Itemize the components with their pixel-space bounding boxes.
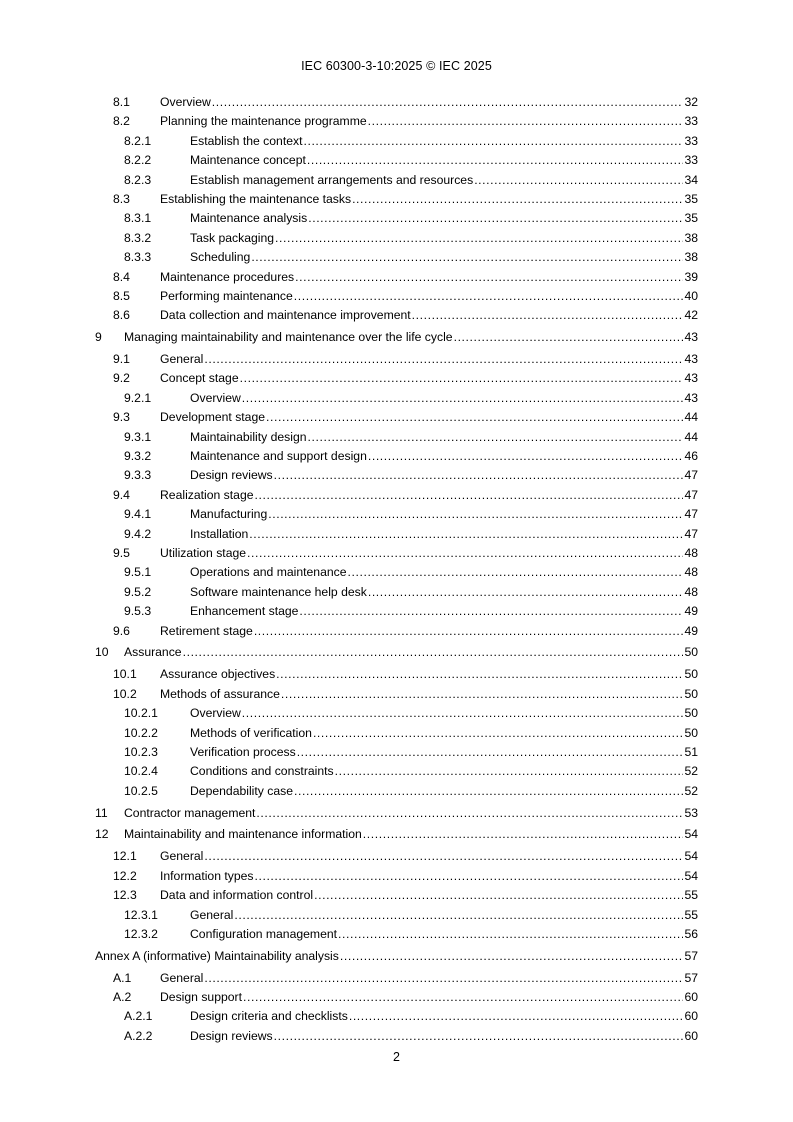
toc-dot-leader bbox=[349, 1007, 684, 1026]
toc-entry-page: 47 bbox=[684, 507, 698, 522]
toc-entry-title: Installation bbox=[190, 526, 249, 541]
toc-entry-number: 8.2.2 bbox=[124, 153, 152, 168]
toc-entry-page: 48 bbox=[684, 545, 698, 560]
toc-entry-title: Enhancement stage bbox=[190, 604, 299, 619]
toc-entry-title: Design criteria and checklists bbox=[190, 1009, 348, 1024]
toc-entry-number: 12.3.1 bbox=[124, 907, 158, 922]
toc-entry-number: 9.1 bbox=[113, 352, 130, 367]
toc-entry-page: 50 bbox=[684, 706, 698, 721]
toc-entry-title: Overview bbox=[190, 706, 241, 721]
toc-entry[interactable] bbox=[0, 762, 793, 781]
toc-dot-leader bbox=[247, 544, 683, 563]
toc-dot-leader bbox=[352, 190, 683, 209]
toc-entry[interactable] bbox=[0, 544, 793, 563]
toc-entry-line bbox=[160, 190, 698, 209]
toc-entry-title: Scheduling bbox=[190, 250, 251, 265]
toc-entry-line bbox=[190, 906, 698, 925]
toc-entry-title: Retirement stage bbox=[160, 623, 253, 638]
toc-entry[interactable] bbox=[0, 685, 793, 704]
toc-entry-line bbox=[160, 408, 698, 427]
toc-entry-page: 39 bbox=[684, 269, 698, 284]
toc-entry-line bbox=[124, 328, 698, 347]
toc-entry-number: 9.3.3 bbox=[124, 468, 152, 483]
toc-entry-page: 49 bbox=[684, 623, 698, 638]
toc-dot-leader bbox=[308, 209, 683, 228]
toc-entry-line bbox=[160, 112, 698, 131]
toc-entry-page: 48 bbox=[684, 565, 698, 580]
toc-entry[interactable] bbox=[0, 988, 793, 1007]
toc-entry-number: 8.2 bbox=[113, 114, 130, 129]
toc-entry-title: Maintenance and support design bbox=[190, 449, 367, 464]
toc-entry-page: 50 bbox=[684, 667, 698, 682]
toc-entry[interactable] bbox=[0, 724, 793, 743]
toc-entry-line bbox=[190, 389, 698, 408]
toc-entry-number: 9.2.1 bbox=[124, 390, 152, 405]
toc-entry-line bbox=[160, 867, 698, 886]
toc-entry-page: 50 bbox=[684, 645, 698, 660]
toc-dot-leader bbox=[294, 782, 683, 801]
toc-entry-number: A.2.1 bbox=[124, 1009, 153, 1024]
toc-entry-title: Conditions and constraints bbox=[190, 764, 334, 779]
toc-entry-page: 44 bbox=[684, 429, 698, 444]
toc-entry-line bbox=[160, 622, 698, 641]
toc-entry-page: 48 bbox=[684, 584, 698, 599]
toc-dot-leader bbox=[204, 847, 683, 866]
toc-entry-line bbox=[190, 1007, 698, 1026]
toc-entry-title: Dependability case bbox=[190, 783, 293, 798]
toc-dot-leader bbox=[348, 563, 684, 582]
toc-entry-page: 60 bbox=[684, 1009, 698, 1024]
toc-dot-leader bbox=[275, 229, 683, 248]
toc-entry-title: Establish management arrangements and resources bbox=[190, 172, 474, 187]
toc-entry-page: 43 bbox=[684, 371, 698, 386]
toc-entry-number: 12 bbox=[95, 827, 109, 842]
toc-entry-page: 50 bbox=[684, 725, 698, 740]
toc-dot-leader bbox=[254, 867, 683, 886]
toc-entry-page: 57 bbox=[684, 948, 698, 963]
toc-entry[interactable] bbox=[0, 328, 793, 347]
toc-entry-page: 40 bbox=[684, 288, 698, 303]
toc-dot-leader bbox=[255, 486, 684, 505]
toc-entry-title: Design reviews bbox=[190, 468, 273, 483]
toc-entry-number: 10.2.5 bbox=[124, 783, 158, 798]
toc-entry-number: 9.5.1 bbox=[124, 565, 152, 580]
toc-dot-leader bbox=[294, 287, 684, 306]
toc-entry-page: 55 bbox=[684, 888, 698, 903]
toc-entry-line bbox=[160, 886, 698, 905]
toc-entry-number: 8.2.1 bbox=[124, 133, 152, 148]
toc-dot-leader bbox=[281, 685, 684, 704]
toc-entry[interactable] bbox=[0, 847, 793, 866]
toc-entry[interactable] bbox=[0, 389, 793, 408]
toc-dot-leader bbox=[303, 132, 683, 151]
toc-dot-leader bbox=[212, 93, 684, 112]
toc-entry[interactable] bbox=[0, 947, 793, 966]
toc-entry-line bbox=[190, 229, 698, 248]
toc-entry[interactable] bbox=[0, 369, 793, 388]
toc-entry-title: Concept stage bbox=[160, 371, 239, 386]
toc-entry-number: 8.4 bbox=[113, 269, 130, 284]
toc-entry-title: Establish the context bbox=[190, 133, 303, 148]
toc-entry-line bbox=[160, 969, 698, 988]
toc-entry-line bbox=[190, 925, 698, 944]
toc-entry-number: 12.3.2 bbox=[124, 926, 158, 941]
toc-entry-page: 54 bbox=[684, 827, 698, 842]
toc-entry-title: Software maintenance help desk bbox=[190, 584, 367, 599]
toc-dot-leader bbox=[297, 743, 684, 762]
toc-dot-leader bbox=[204, 969, 683, 988]
toc-entry-title: Maintainability design bbox=[190, 429, 307, 444]
toc-entry-line bbox=[124, 825, 698, 844]
toc-entry[interactable] bbox=[0, 583, 793, 602]
toc-entry-page: 33 bbox=[684, 153, 698, 168]
toc-entry-line bbox=[160, 685, 698, 704]
toc-entry-number: 9.2 bbox=[113, 371, 130, 386]
toc-entry-title: Configuration management bbox=[190, 926, 338, 941]
toc-entry-number: 12.3 bbox=[113, 888, 137, 903]
toc-entry-page: 43 bbox=[684, 330, 698, 345]
toc-entry-line bbox=[190, 724, 698, 743]
toc-entry-line bbox=[190, 209, 698, 228]
toc-dot-leader bbox=[308, 428, 684, 447]
toc-dot-leader bbox=[240, 369, 684, 388]
toc-entry-line bbox=[160, 93, 698, 112]
toc-entry-number: 10.2 bbox=[113, 686, 137, 701]
toc-dot-leader bbox=[299, 602, 683, 621]
toc-dot-leader bbox=[363, 825, 684, 844]
toc-entry-page: 33 bbox=[684, 133, 698, 148]
toc-entry-line bbox=[160, 287, 698, 306]
toc-entry-title: Maintenance concept bbox=[190, 153, 306, 168]
toc-entry-page: 52 bbox=[684, 764, 698, 779]
toc-entry-number: 9.4.1 bbox=[124, 507, 152, 522]
toc-entry[interactable] bbox=[0, 93, 793, 112]
toc-entry[interactable] bbox=[0, 350, 793, 369]
toc-entry-number: A.1 bbox=[113, 970, 132, 985]
toc-entry-number: 9.5.2 bbox=[124, 584, 152, 599]
toc-entry-page: 57 bbox=[684, 970, 698, 985]
toc-entry-line bbox=[190, 1027, 698, 1046]
toc-entry[interactable] bbox=[0, 643, 793, 662]
toc-entry-page: 47 bbox=[684, 487, 698, 502]
toc-entry-page: 60 bbox=[684, 990, 698, 1005]
toc-entry-title: Maintainability and maintenance information bbox=[124, 827, 362, 842]
toc-entry[interactable] bbox=[0, 925, 793, 944]
toc-entry-title: Methods of verification bbox=[190, 725, 312, 740]
toc-entry[interactable] bbox=[0, 151, 793, 170]
toc-entry-page: 52 bbox=[684, 783, 698, 798]
toc-entry[interactable] bbox=[0, 622, 793, 641]
toc-entry-title: Methods of assurance bbox=[160, 686, 280, 701]
toc-entry-line bbox=[160, 350, 698, 369]
toc-entry[interactable] bbox=[0, 209, 793, 228]
toc-entry-line bbox=[160, 268, 698, 287]
toc-entry-line bbox=[190, 762, 698, 781]
toc-entry[interactable] bbox=[0, 268, 793, 287]
toc-entry[interactable] bbox=[0, 602, 793, 621]
toc-entry-title: Data collection and maintenance improvement bbox=[160, 308, 411, 323]
toc-dot-leader bbox=[313, 724, 684, 743]
toc-entry-number: 10.1 bbox=[113, 667, 137, 682]
toc-entry[interactable] bbox=[0, 132, 793, 151]
toc-entry-number: 9.4 bbox=[113, 487, 130, 502]
toc-entry-line bbox=[160, 847, 698, 866]
toc-entry[interactable] bbox=[0, 248, 793, 267]
toc-entry-line bbox=[190, 151, 698, 170]
toc-entry-line bbox=[160, 544, 698, 563]
toc-entry-number: 9.4.2 bbox=[124, 526, 152, 541]
toc-entry-number: 8.3.3 bbox=[124, 250, 152, 265]
toc-entry-page: 35 bbox=[684, 191, 698, 206]
toc-entry-number: 9.3.1 bbox=[124, 429, 152, 444]
toc-entry-page: 60 bbox=[684, 1028, 698, 1043]
toc-entry-line bbox=[190, 782, 698, 801]
toc-entry-page: 55 bbox=[684, 907, 698, 922]
toc-entry[interactable] bbox=[0, 525, 793, 544]
toc-entry[interactable] bbox=[0, 112, 793, 131]
toc-entry-number: 10.2.1 bbox=[124, 706, 158, 721]
toc-entry-line bbox=[190, 525, 698, 544]
toc-entry-number: 12.2 bbox=[113, 868, 137, 883]
toc-dot-leader bbox=[335, 762, 684, 781]
toc-dot-leader bbox=[368, 583, 684, 602]
toc-entry-title: General bbox=[190, 907, 234, 922]
toc-entry-title: Contractor management bbox=[124, 805, 256, 820]
toc-entry-line bbox=[160, 486, 698, 505]
toc-entry-page: 56 bbox=[684, 926, 698, 941]
toc-entry-title: Maintenance analysis bbox=[190, 211, 308, 226]
toc-entry-line bbox=[160, 369, 698, 388]
toc-entry-title: General bbox=[160, 352, 204, 367]
toc-entry-number: 9.3.2 bbox=[124, 449, 152, 464]
toc-entry-line bbox=[190, 602, 698, 621]
toc-entry-title: Planning the maintenance programme bbox=[160, 114, 367, 129]
toc-entry-page: 47 bbox=[684, 526, 698, 541]
toc-entry-number: 9.6 bbox=[113, 623, 130, 638]
toc-entry-line bbox=[190, 505, 698, 524]
toc-entry-title: Data and information control bbox=[160, 888, 314, 903]
toc-entry[interactable] bbox=[0, 867, 793, 886]
toc-entry[interactable] bbox=[0, 505, 793, 524]
toc-entry-page: 53 bbox=[684, 805, 698, 820]
toc-dot-leader bbox=[183, 643, 684, 662]
toc-dot-leader bbox=[474, 171, 683, 190]
toc-entry-number: 10.2.2 bbox=[124, 725, 158, 740]
toc-entry-page: 42 bbox=[684, 308, 698, 323]
toc-entry[interactable] bbox=[0, 1007, 793, 1026]
toc-dot-leader bbox=[368, 112, 684, 131]
toc-entry-page: 38 bbox=[684, 230, 698, 245]
toc-entry[interactable] bbox=[0, 704, 793, 723]
toc-entry-title: Operations and maintenance bbox=[190, 565, 347, 580]
toc-entry-page: 33 bbox=[684, 114, 698, 129]
toc-dot-leader bbox=[412, 306, 684, 325]
toc-entry-title: Verification process bbox=[190, 744, 296, 759]
table-of-contents bbox=[0, 93, 793, 1046]
toc-entry-title: General bbox=[160, 970, 204, 985]
toc-entry-title: Annex A (informative) Maintainability analysis bbox=[95, 948, 339, 963]
toc-entry-number: 8.2.3 bbox=[124, 172, 152, 187]
toc-dot-leader bbox=[266, 408, 683, 427]
toc-entry-line bbox=[124, 643, 698, 662]
toc-entry-page: 35 bbox=[684, 211, 698, 226]
toc-entry-page: 43 bbox=[684, 390, 698, 405]
toc-entry-line bbox=[190, 563, 698, 582]
toc-entry-line bbox=[190, 583, 698, 602]
toc-entry[interactable] bbox=[0, 665, 793, 684]
toc-entry-line bbox=[160, 306, 698, 325]
toc-entry[interactable] bbox=[0, 1027, 793, 1046]
toc-entry[interactable] bbox=[0, 804, 793, 823]
toc-dot-leader bbox=[243, 988, 683, 1007]
toc-entry-line bbox=[190, 428, 698, 447]
toc-entry-title: General bbox=[160, 849, 204, 864]
toc-entry-page: 51 bbox=[684, 744, 698, 759]
toc-entry-number: 8.1 bbox=[113, 95, 130, 109]
toc-entry-title: Task packaging bbox=[190, 230, 275, 245]
toc-dot-leader bbox=[256, 804, 683, 823]
toc-entry[interactable] bbox=[0, 743, 793, 762]
toc-entry-title: Overview bbox=[160, 95, 211, 109]
toc-dot-leader bbox=[276, 665, 683, 684]
toc-entry[interactable] bbox=[0, 447, 793, 466]
toc-entry-number: 8.3.1 bbox=[124, 211, 152, 226]
toc-entry-page: 32 bbox=[684, 95, 698, 109]
toc-entry-line bbox=[190, 171, 698, 190]
toc-entry-line bbox=[190, 466, 698, 485]
toc-entry-line bbox=[95, 947, 698, 966]
toc-entry-line bbox=[190, 132, 698, 151]
document-header: IEC 60300-3-10:2025 © IEC 2025 bbox=[301, 59, 492, 73]
toc-entry-title: Utilization stage bbox=[160, 545, 247, 560]
toc-entry-line bbox=[124, 804, 698, 823]
toc-dot-leader bbox=[251, 248, 683, 267]
toc-entry-page: 43 bbox=[684, 352, 698, 367]
toc-dot-leader bbox=[268, 505, 683, 524]
toc-entry-number: 8.3.2 bbox=[124, 230, 152, 245]
toc-dot-leader bbox=[307, 151, 684, 170]
toc-entry-title: Development stage bbox=[160, 410, 266, 425]
toc-entry-title: Managing maintainability and maintenance over the life cycle bbox=[124, 330, 453, 345]
toc-entry-number: 8.6 bbox=[113, 308, 130, 323]
toc-dot-leader bbox=[242, 389, 684, 408]
toc-entry-title: Design reviews bbox=[190, 1028, 273, 1043]
toc-entry-title: Assurance bbox=[124, 645, 182, 660]
toc-dot-leader bbox=[274, 1027, 684, 1046]
toc-entry-line bbox=[190, 704, 698, 723]
toc-dot-leader bbox=[249, 525, 683, 544]
toc-entry-page: 44 bbox=[684, 410, 698, 425]
toc-entry-number: 11 bbox=[95, 805, 108, 820]
toc-entry-title: Overview bbox=[190, 390, 241, 405]
toc-entry[interactable] bbox=[0, 428, 793, 447]
toc-entry[interactable] bbox=[0, 486, 793, 505]
toc-dot-leader bbox=[254, 622, 684, 641]
toc-dot-leader bbox=[274, 466, 684, 485]
toc-entry-page: 50 bbox=[684, 686, 698, 701]
toc-entry-page: 54 bbox=[684, 849, 698, 864]
toc-dot-leader bbox=[368, 447, 684, 466]
toc-dot-leader bbox=[234, 906, 683, 925]
toc-entry[interactable] bbox=[0, 229, 793, 248]
toc-entry-number: 9 bbox=[95, 330, 102, 345]
toc-dot-leader bbox=[204, 350, 683, 369]
toc-entry-page: 46 bbox=[684, 449, 698, 464]
toc-entry-line bbox=[190, 248, 698, 267]
toc-entry[interactable] bbox=[0, 190, 793, 209]
toc-entry-line bbox=[190, 447, 698, 466]
toc-entry-number: 8.5 bbox=[113, 288, 130, 303]
toc-entry-title: Design support bbox=[160, 990, 242, 1005]
toc-entry[interactable] bbox=[0, 969, 793, 988]
toc-entry-title: Assurance objectives bbox=[160, 667, 276, 682]
toc-entry-number: 12.1 bbox=[113, 849, 137, 864]
toc-entry-title: Maintenance procedures bbox=[160, 269, 295, 284]
toc-entry[interactable] bbox=[0, 306, 793, 325]
toc-entry-line bbox=[160, 665, 698, 684]
toc-entry[interactable] bbox=[0, 563, 793, 582]
toc-entry-page: 34 bbox=[684, 172, 698, 187]
toc-entry[interactable] bbox=[0, 408, 793, 427]
toc-entry-number: 9.3 bbox=[113, 410, 130, 425]
toc-entry-title: Information types bbox=[160, 868, 254, 883]
page-number: 2 bbox=[393, 1050, 400, 1064]
toc-entry-number: 9.5.3 bbox=[124, 604, 152, 619]
toc-entry[interactable] bbox=[0, 782, 793, 801]
toc-entry-title: Manufacturing bbox=[190, 507, 268, 522]
toc-dot-leader bbox=[314, 886, 683, 905]
toc-dot-leader bbox=[242, 704, 684, 723]
toc-entry-page: 47 bbox=[684, 468, 698, 483]
toc-entry-number: A.2 bbox=[113, 990, 132, 1005]
toc-entry[interactable] bbox=[0, 906, 793, 925]
toc-entry-number: 8.3 bbox=[113, 191, 130, 206]
toc-dot-leader bbox=[295, 268, 683, 287]
toc-entry[interactable] bbox=[0, 171, 793, 190]
toc-entry[interactable] bbox=[0, 466, 793, 485]
toc-dot-leader bbox=[340, 947, 684, 966]
toc-entry[interactable] bbox=[0, 287, 793, 306]
toc-entry[interactable] bbox=[0, 886, 793, 905]
toc-entry-number: 10.2.4 bbox=[124, 764, 158, 779]
toc-entry-line bbox=[190, 743, 698, 762]
toc-dot-leader bbox=[338, 925, 683, 944]
toc-entry-page: 49 bbox=[684, 604, 698, 619]
toc-dot-leader bbox=[454, 328, 684, 347]
toc-entry[interactable] bbox=[0, 825, 793, 844]
toc-entry-page: 54 bbox=[684, 868, 698, 883]
toc-entry-title: Realization stage bbox=[160, 487, 254, 502]
toc-entry-number: A.2.2 bbox=[124, 1028, 153, 1043]
toc-entry-title: Performing maintenance bbox=[160, 288, 293, 303]
toc-entry-page: 38 bbox=[684, 250, 698, 265]
toc-entry-line bbox=[160, 988, 698, 1007]
toc-entry-title: Establishing the maintenance tasks bbox=[160, 191, 352, 206]
toc-entry-number: 9.5 bbox=[113, 545, 130, 560]
toc-entry-number: 10 bbox=[95, 645, 109, 660]
toc-entry-number: 10.2.3 bbox=[124, 744, 158, 759]
